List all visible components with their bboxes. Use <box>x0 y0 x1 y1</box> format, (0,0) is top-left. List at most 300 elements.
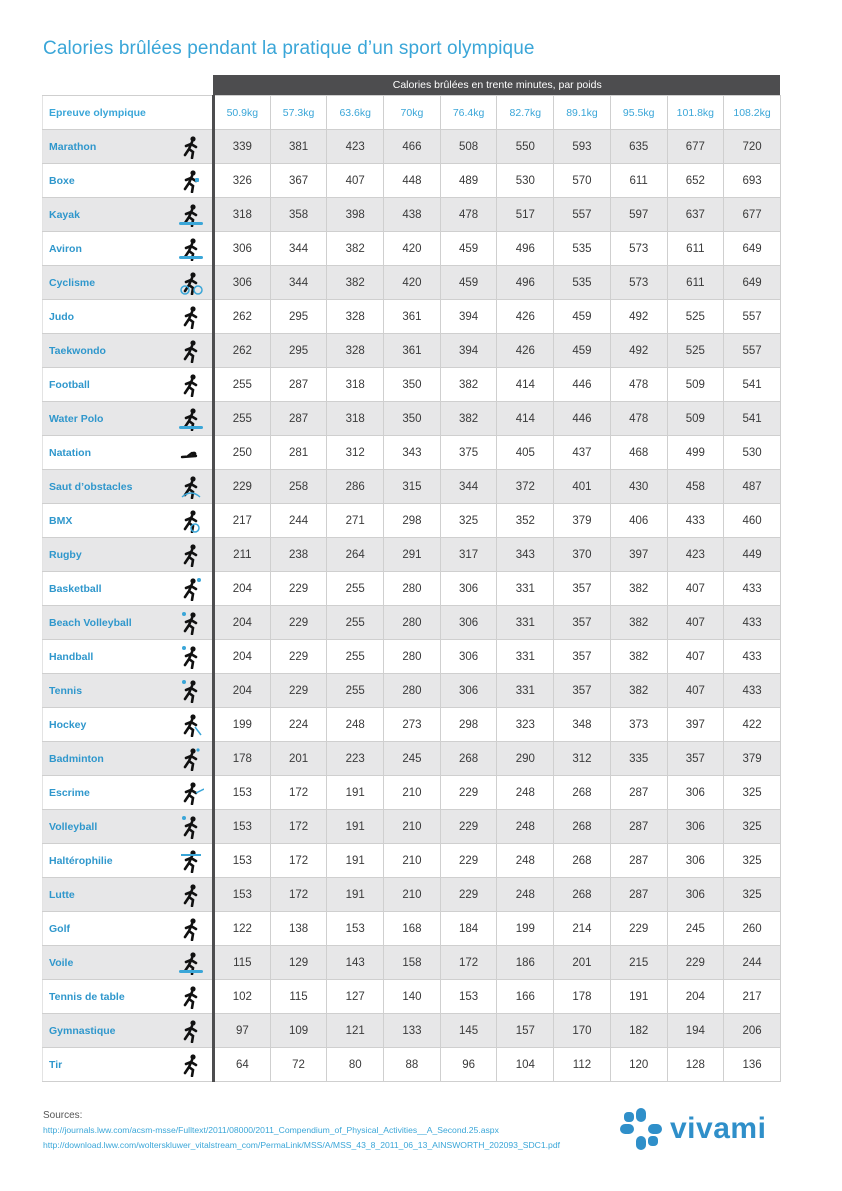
calorie-value: 306 <box>214 266 271 300</box>
weights-band-header: Calories brûlées en trente minutes, par poids <box>214 75 781 96</box>
calorie-value: 64 <box>214 1048 271 1082</box>
calorie-value: 394 <box>440 300 497 334</box>
calorie-value: 306 <box>440 674 497 708</box>
calorie-value: 88 <box>384 1048 441 1082</box>
table-row <box>43 912 781 946</box>
sport-name: Hockey <box>49 718 87 731</box>
tennis-icon <box>178 679 204 703</box>
calorie-value: 649 <box>724 266 781 300</box>
weight-column-header: 82.7kg <box>497 96 554 130</box>
calorie-value: 611 <box>667 266 724 300</box>
volleyball-icon <box>178 815 204 839</box>
calorie-value: 184 <box>440 912 497 946</box>
table-row <box>43 368 781 402</box>
taekwondo-icon <box>178 339 204 363</box>
sport-name: Tir <box>49 1058 63 1071</box>
judo-icon <box>178 305 204 329</box>
calorie-value: 433 <box>724 640 781 674</box>
calorie-value: 433 <box>724 674 781 708</box>
calorie-value: 677 <box>724 198 781 232</box>
calorie-value: 335 <box>610 742 667 776</box>
sport-name: Golf <box>49 922 70 935</box>
calorie-value: 525 <box>667 300 724 334</box>
calorie-value: 245 <box>667 912 724 946</box>
table-row <box>43 232 781 266</box>
calorie-value: 414 <box>497 368 554 402</box>
calorie-value: 373 <box>610 708 667 742</box>
sport-cell <box>43 470 214 504</box>
rugby-icon <box>178 543 204 567</box>
swimming-icon <box>178 441 204 465</box>
calorie-value: 397 <box>610 538 667 572</box>
calorie-value: 182 <box>610 1014 667 1048</box>
calorie-value: 343 <box>384 436 441 470</box>
calorie-value: 273 <box>384 708 441 742</box>
calorie-value: 318 <box>327 368 384 402</box>
calorie-value: 172 <box>440 946 497 980</box>
calorie-value: 306 <box>667 810 724 844</box>
calorie-value: 423 <box>667 538 724 572</box>
handball-icon <box>178 645 204 669</box>
calorie-value: 331 <box>497 572 554 606</box>
calorie-value: 420 <box>384 232 441 266</box>
calorie-value: 499 <box>667 436 724 470</box>
calorie-value: 80 <box>327 1048 384 1082</box>
page-title: Calories brûlées pendant la pratique d’un sport olympique <box>43 38 535 59</box>
calorie-value: 438 <box>384 198 441 232</box>
calorie-value: 129 <box>270 946 327 980</box>
calorie-value: 382 <box>610 674 667 708</box>
calorie-value: 102 <box>214 980 271 1014</box>
calorie-value: 382 <box>327 266 384 300</box>
calorie-value: 446 <box>554 402 611 436</box>
table-row <box>43 436 781 470</box>
calorie-value: 178 <box>554 980 611 1014</box>
weight-column-header: 108.2kg <box>724 96 781 130</box>
calorie-value: 343 <box>497 538 554 572</box>
calorie-value: 370 <box>554 538 611 572</box>
calorie-value: 489 <box>440 164 497 198</box>
calorie-value: 104 <box>497 1048 554 1082</box>
calorie-value: 367 <box>270 164 327 198</box>
calorie-value: 217 <box>214 504 271 538</box>
calorie-value: 382 <box>610 640 667 674</box>
calorie-value: 287 <box>610 810 667 844</box>
calorie-value: 405 <box>497 436 554 470</box>
calorie-value: 280 <box>384 674 441 708</box>
calorie-value: 153 <box>214 810 271 844</box>
table-row <box>43 708 781 742</box>
boxing-icon <box>178 169 204 193</box>
football-icon <box>178 373 204 397</box>
sport-name: Saut d’obstacles <box>49 480 133 493</box>
calorie-value: 397 <box>667 708 724 742</box>
calorie-value: 458 <box>667 470 724 504</box>
calorie-value: 186 <box>497 946 554 980</box>
table-row <box>43 742 781 776</box>
calorie-value: 199 <box>497 912 554 946</box>
calorie-value: 229 <box>270 606 327 640</box>
calorie-value: 191 <box>327 776 384 810</box>
calorie-value: 157 <box>497 1014 554 1048</box>
calorie-value: 372 <box>497 470 554 504</box>
calorie-value: 248 <box>497 810 554 844</box>
table-row <box>43 470 781 504</box>
calorie-value: 407 <box>667 606 724 640</box>
calorie-value: 637 <box>667 198 724 232</box>
calorie-value: 255 <box>327 572 384 606</box>
weight-column-header: 89.1kg <box>554 96 611 130</box>
vivami-logo-icon <box>618 1106 664 1152</box>
calorie-value: 255 <box>327 640 384 674</box>
calorie-value: 248 <box>497 776 554 810</box>
calorie-value: 229 <box>440 878 497 912</box>
sport-name: Haltérophilie <box>49 854 113 867</box>
calorie-value: 361 <box>384 334 441 368</box>
calorie-value: 306 <box>440 606 497 640</box>
calorie-value: 244 <box>270 504 327 538</box>
sport-name: Handball <box>49 650 94 663</box>
table-row <box>43 538 781 572</box>
calorie-value: 109 <box>270 1014 327 1048</box>
calorie-value: 168 <box>384 912 441 946</box>
calorie-value: 446 <box>554 368 611 402</box>
calorie-value: 122 <box>214 912 271 946</box>
sport-name: Volleyball <box>49 820 98 833</box>
sport-name: Aviron <box>49 242 82 255</box>
calorie-value: 191 <box>610 980 667 1014</box>
calorie-value: 677 <box>667 130 724 164</box>
calorie-value: 509 <box>667 402 724 436</box>
basketball-icon <box>178 577 204 601</box>
bmx-icon <box>178 509 204 533</box>
sport-name: Basketball <box>49 582 102 595</box>
calorie-value: 255 <box>327 606 384 640</box>
calorie-value: 264 <box>327 538 384 572</box>
calorie-value: 295 <box>270 334 327 368</box>
weight-column-header: 76.4kg <box>440 96 497 130</box>
table-row <box>43 674 781 708</box>
table-body <box>43 130 781 1082</box>
calorie-value: 382 <box>610 572 667 606</box>
calorie-value: 593 <box>554 130 611 164</box>
calorie-value: 244 <box>724 946 781 980</box>
calorie-value: 339 <box>214 130 271 164</box>
golf-icon <box>178 917 204 941</box>
sport-name: Judo <box>49 310 75 323</box>
table-row <box>43 572 781 606</box>
calorie-value: 315 <box>384 470 441 504</box>
calorie-value: 350 <box>384 368 441 402</box>
table-row <box>43 1014 781 1048</box>
calorie-value: 112 <box>554 1048 611 1082</box>
calorie-value: 318 <box>214 198 271 232</box>
calorie-value: 199 <box>214 708 271 742</box>
calorie-value: 153 <box>440 980 497 1014</box>
logo-text: vivami <box>670 1112 767 1145</box>
calorie-value: 268 <box>554 776 611 810</box>
calorie-value: 358 <box>270 198 327 232</box>
calorie-value: 535 <box>554 266 611 300</box>
calorie-value: 312 <box>554 742 611 776</box>
calorie-value: 255 <box>214 402 271 436</box>
calorie-value: 204 <box>214 640 271 674</box>
beach-volleyball-icon <box>178 611 204 635</box>
sport-column-header: Epreuve olympique <box>43 96 214 130</box>
calorie-value: 381 <box>270 130 327 164</box>
calorie-value: 509 <box>667 368 724 402</box>
calorie-value: 423 <box>327 130 384 164</box>
table-row <box>43 300 781 334</box>
calorie-value: 166 <box>497 980 554 1014</box>
calorie-value: 414 <box>497 402 554 436</box>
calorie-value: 255 <box>327 674 384 708</box>
calorie-value: 557 <box>724 334 781 368</box>
table-row <box>43 402 781 436</box>
calorie-value: 229 <box>270 674 327 708</box>
sailing-icon <box>178 951 204 975</box>
calorie-value: 478 <box>610 402 667 436</box>
calorie-value: 394 <box>440 334 497 368</box>
calorie-value: 262 <box>214 300 271 334</box>
calorie-value: 331 <box>497 640 554 674</box>
calorie-value: 331 <box>497 606 554 640</box>
calorie-value: 287 <box>610 776 667 810</box>
weight-column-header: 70kg <box>384 96 441 130</box>
calorie-value: 306 <box>440 640 497 674</box>
calorie-value: 224 <box>270 708 327 742</box>
calorie-value: 326 <box>214 164 271 198</box>
sources-label: Sources: <box>43 1110 83 1121</box>
calorie-value: 306 <box>214 232 271 266</box>
calorie-value: 573 <box>610 232 667 266</box>
sport-name: Tennis <box>49 684 83 697</box>
calorie-value: 172 <box>270 878 327 912</box>
calorie-value: 201 <box>554 946 611 980</box>
source-link-2[interactable]: http://download.lww.com/wolterskluwer_vitalstream_com/PermaLink/MSS/A/MSS_43_8_2011_06_13_AINSWORTH_202093_SDC1.pdf <box>43 1140 560 1150</box>
sport-cell <box>43 776 214 810</box>
calorie-value: 357 <box>554 572 611 606</box>
calorie-value: 350 <box>384 402 441 436</box>
calorie-value: 115 <box>270 980 327 1014</box>
calorie-value: 172 <box>270 776 327 810</box>
calorie-value: 128 <box>667 1048 724 1082</box>
sport-cell <box>43 300 214 334</box>
calorie-value: 401 <box>554 470 611 504</box>
sport-name: Gymnastique <box>49 1024 116 1037</box>
calorie-value: 597 <box>610 198 667 232</box>
calorie-value: 194 <box>667 1014 724 1048</box>
calorie-value: 280 <box>384 572 441 606</box>
table-row <box>43 198 781 232</box>
calorie-value: 459 <box>440 232 497 266</box>
calorie-value: 291 <box>384 538 441 572</box>
calorie-value: 280 <box>384 606 441 640</box>
calorie-value: 352 <box>497 504 554 538</box>
calorie-value: 344 <box>270 232 327 266</box>
calorie-value: 325 <box>440 504 497 538</box>
calorie-value: 492 <box>610 300 667 334</box>
calorie-value: 229 <box>214 470 271 504</box>
sport-name: Tennis de table <box>49 990 125 1003</box>
calorie-value: 517 <box>497 198 554 232</box>
calorie-value: 541 <box>724 368 781 402</box>
calorie-value: 573 <box>610 266 667 300</box>
calorie-value: 382 <box>440 402 497 436</box>
calorie-value: 72 <box>270 1048 327 1082</box>
sport-cell <box>43 1048 214 1082</box>
calorie-value: 357 <box>554 674 611 708</box>
table-row <box>43 1048 781 1082</box>
calorie-value: 487 <box>724 470 781 504</box>
sport-cell <box>43 946 214 980</box>
sport-cell <box>43 504 214 538</box>
calorie-value: 492 <box>610 334 667 368</box>
source-link-1[interactable]: http://journals.lww.com/acsm-msse/Fulltext/2011/08000/2011_Compendium_of_Physical_Activities__A_Second.25.aspx <box>43 1125 499 1135</box>
calorie-value: 459 <box>554 300 611 334</box>
calorie-value: 153 <box>214 878 271 912</box>
calorie-value: 250 <box>214 436 271 470</box>
calorie-value: 430 <box>610 470 667 504</box>
calorie-value: 426 <box>497 300 554 334</box>
calorie-value: 214 <box>554 912 611 946</box>
sport-cell <box>43 640 214 674</box>
calorie-value: 407 <box>667 640 724 674</box>
sport-cell <box>43 368 214 402</box>
calorie-value: 407 <box>667 572 724 606</box>
calorie-value: 344 <box>270 266 327 300</box>
table-row <box>43 606 781 640</box>
sport-cell <box>43 436 214 470</box>
calorie-value: 245 <box>384 742 441 776</box>
calorie-value: 217 <box>724 980 781 1014</box>
table-row <box>43 776 781 810</box>
calories-table <box>42 75 781 1082</box>
calorie-value: 407 <box>327 164 384 198</box>
table-row <box>43 164 781 198</box>
equestrian-icon <box>178 475 204 499</box>
calorie-value: 140 <box>384 980 441 1014</box>
calorie-value: 459 <box>554 334 611 368</box>
sport-cell <box>43 674 214 708</box>
calorie-value: 557 <box>554 198 611 232</box>
calorie-value: 210 <box>384 776 441 810</box>
calorie-value: 652 <box>667 164 724 198</box>
fencing-icon <box>178 781 204 805</box>
sport-cell <box>43 130 214 164</box>
calorie-value: 693 <box>724 164 781 198</box>
wrestling-icon <box>178 883 204 907</box>
calorie-value: 262 <box>214 334 271 368</box>
calorie-value: 306 <box>667 844 724 878</box>
weight-column-header: 57.3kg <box>270 96 327 130</box>
calorie-value: 306 <box>667 776 724 810</box>
sport-cell <box>43 198 214 232</box>
sport-cell <box>43 980 214 1014</box>
sport-cell <box>43 878 214 912</box>
calorie-value: 286 <box>327 470 384 504</box>
calorie-value: 229 <box>667 946 724 980</box>
calorie-value: 191 <box>327 844 384 878</box>
calorie-value: 541 <box>724 402 781 436</box>
sport-name: Football <box>49 378 90 391</box>
calorie-value: 420 <box>384 266 441 300</box>
sport-name: Natation <box>49 446 91 459</box>
sport-name: Cyclisme <box>49 276 96 289</box>
weightlifting-icon <box>178 849 204 873</box>
calorie-value: 433 <box>724 572 781 606</box>
calorie-value: 331 <box>497 674 554 708</box>
calorie-value: 268 <box>554 844 611 878</box>
calories-table-container <box>42 75 780 1082</box>
calorie-value: 223 <box>327 742 384 776</box>
calorie-value: 153 <box>214 776 271 810</box>
calorie-value: 306 <box>667 878 724 912</box>
calorie-value: 248 <box>327 708 384 742</box>
calorie-value: 229 <box>440 844 497 878</box>
calorie-value: 115 <box>214 946 271 980</box>
sport-name: Water Polo <box>49 412 104 425</box>
calorie-value: 720 <box>724 130 781 164</box>
running-icon <box>178 135 204 159</box>
calorie-value: 290 <box>497 742 554 776</box>
sport-cell <box>43 402 214 436</box>
calorie-value: 323 <box>497 708 554 742</box>
calorie-value: 312 <box>327 436 384 470</box>
calorie-value: 611 <box>610 164 667 198</box>
calorie-value: 478 <box>440 198 497 232</box>
calorie-value: 178 <box>214 742 271 776</box>
sport-cell <box>43 606 214 640</box>
calorie-value: 127 <box>327 980 384 1014</box>
sport-cell <box>43 742 214 776</box>
calorie-value: 153 <box>214 844 271 878</box>
calorie-value: 317 <box>440 538 497 572</box>
calorie-value: 229 <box>610 912 667 946</box>
calorie-value: 138 <box>270 912 327 946</box>
calorie-value: 635 <box>610 130 667 164</box>
hockey-icon <box>178 713 204 737</box>
sport-name: Boxe <box>49 174 75 187</box>
table-row <box>43 810 781 844</box>
sport-cell <box>43 844 214 878</box>
sport-cell <box>43 232 214 266</box>
calorie-value: 281 <box>270 436 327 470</box>
calorie-value: 379 <box>554 504 611 538</box>
calorie-value: 398 <box>327 198 384 232</box>
calorie-value: 211 <box>214 538 271 572</box>
calorie-value: 382 <box>610 606 667 640</box>
calorie-value: 306 <box>440 572 497 606</box>
calorie-value: 448 <box>384 164 441 198</box>
calorie-value: 460 <box>724 504 781 538</box>
calorie-value: 325 <box>724 776 781 810</box>
weight-column-header: 95.5kg <box>610 96 667 130</box>
calorie-value: 433 <box>724 606 781 640</box>
sport-name: Escrime <box>49 786 90 799</box>
calorie-value: 121 <box>327 1014 384 1048</box>
calorie-value: 204 <box>214 606 271 640</box>
calorie-value: 255 <box>214 368 271 402</box>
table-row <box>43 980 781 1014</box>
calorie-value: 210 <box>384 844 441 878</box>
calorie-value: 136 <box>724 1048 781 1082</box>
sport-name: Taekwondo <box>49 344 106 357</box>
sport-cell <box>43 1014 214 1048</box>
calorie-value: 258 <box>270 470 327 504</box>
calorie-value: 158 <box>384 946 441 980</box>
calorie-value: 325 <box>724 878 781 912</box>
